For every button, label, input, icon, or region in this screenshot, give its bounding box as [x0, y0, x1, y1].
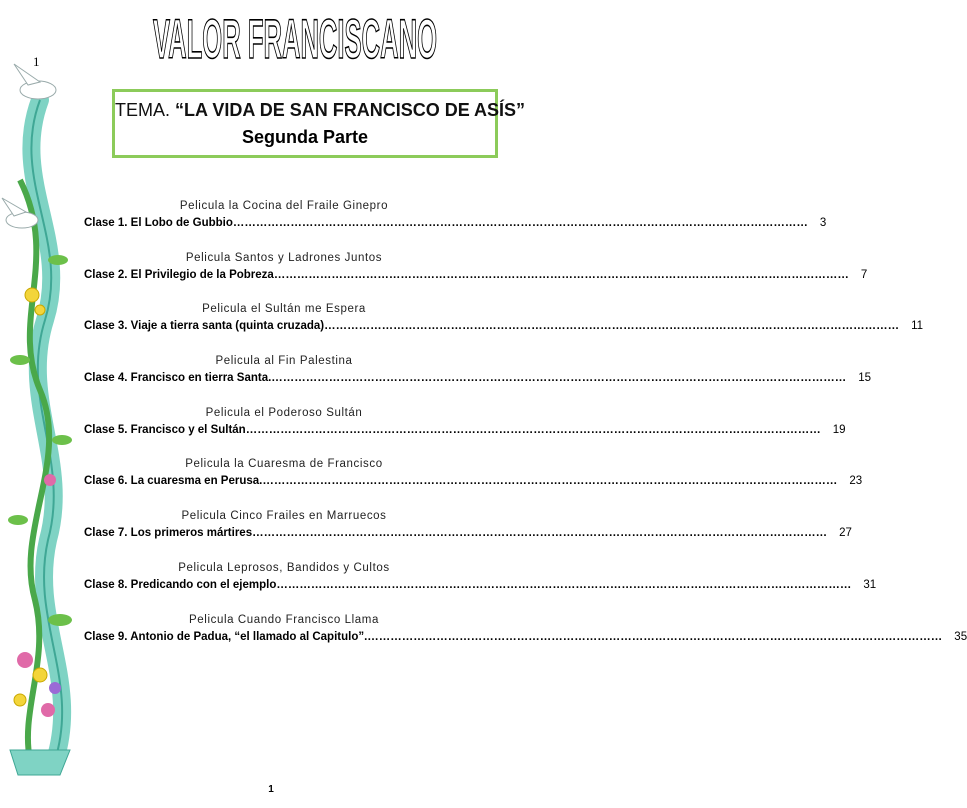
class-title: Clase 3. Viaje a tierra santa (quinta cruzada) — [84, 320, 325, 333]
toc-entry — [84, 560, 877, 612]
tema-prefix: TEMA. — [115, 100, 171, 120]
page-number: 3 — [819, 217, 827, 229]
flower-icon — [25, 288, 39, 302]
toc-entry — [84, 612, 967, 664]
leaf-icon — [52, 435, 72, 445]
movie-title: Pelicula la Cocina del Fraile Ginepro — [179, 200, 389, 212]
title-text: VALOR FRANCISCANO — [153, 7, 437, 70]
title-art — [150, 7, 440, 70]
class-title: Clase 2. El Privilegio de la Pobreza — [84, 268, 274, 281]
class-title: Clase 9. Antonio de Padua, “el llamado al Capitulo”. — [84, 630, 368, 643]
class-title: Clase 8. Predicando con el ejemplo — [84, 578, 277, 591]
toc-entry — [84, 198, 827, 250]
dove-icon — [6, 212, 38, 228]
movie-title: Pelicula Leprosos, Bandidos y Cultos — [178, 561, 390, 574]
dot-leader — [276, 577, 851, 594]
leaf-icon — [48, 255, 68, 265]
class-line — [84, 215, 827, 232]
tema-subject: “LA VIDA DE SAN FRANCISCO DE ASÍS” — [175, 100, 526, 120]
flower-icon — [33, 668, 47, 682]
tema-heading — [115, 99, 526, 121]
dove-wing-icon — [2, 198, 26, 216]
flower-icon — [41, 703, 55, 717]
ribbon-end-shape — [10, 750, 70, 775]
dot-leader — [233, 215, 808, 232]
class-line — [84, 473, 863, 490]
class-line — [84, 267, 868, 284]
class-line — [84, 422, 846, 439]
leaf-icon — [8, 515, 28, 525]
class-line — [84, 318, 924, 335]
flower-icon — [35, 305, 45, 315]
movie-title: Pelicula el Sultán me Espera — [202, 303, 366, 316]
tema-subtitle: Segunda Parte — [241, 127, 369, 147]
class-title: Clase 4. Francisco en tierra Santa. — [84, 372, 272, 385]
movie-title: Pelicula el Poderoso Sultán — [205, 406, 363, 419]
class-title: Clase 7. Los primeros mártires — [84, 527, 253, 540]
movie-title: Pelicula la Cuaresma de Francisco — [185, 458, 383, 471]
movie-title: Pelicula Cuando Francisco Llama — [189, 613, 379, 626]
flower-icon — [17, 652, 33, 668]
class-line — [84, 577, 877, 594]
movie-title: Pelicula Cinco Frailes en Marruecos — [181, 510, 387, 523]
dot-leader — [271, 370, 846, 387]
leaf-icon — [10, 355, 30, 365]
dot-leader — [367, 629, 942, 646]
dot-leader — [262, 473, 837, 490]
toc-entry — [84, 405, 846, 457]
dove-icon — [20, 81, 56, 99]
corner-number: 1 — [33, 54, 40, 69]
decorative-vine-illustration — [0, 60, 90, 780]
class-line — [84, 629, 967, 646]
toc-entry — [84, 353, 872, 405]
table-of-contents — [84, 198, 967, 663]
page-number: 31 — [863, 578, 877, 591]
dot-leader — [252, 525, 827, 542]
dot-leader — [324, 318, 899, 335]
footer-page-number: 1 — [268, 784, 274, 795]
tema-box — [112, 89, 526, 158]
page-number: 23 — [849, 475, 863, 488]
toc-entry — [84, 250, 868, 302]
page-number: 11 — [911, 320, 924, 333]
dove-wing-icon — [14, 64, 40, 85]
toc-entry — [84, 456, 863, 508]
dot-leader — [274, 267, 849, 284]
page-number: 15 — [858, 372, 872, 385]
class-line — [84, 525, 852, 542]
page-number: 7 — [860, 268, 868, 281]
class-title: Clase 5. Francisco y el Sultán — [84, 423, 246, 436]
flower-icon — [44, 474, 56, 486]
flower-icon — [49, 682, 61, 694]
page-number: 19 — [832, 423, 846, 436]
page-title — [150, 7, 440, 70]
class-line — [84, 370, 872, 387]
toc-entry — [84, 508, 852, 560]
movie-title: Pelicula al Fin Palestina — [215, 355, 353, 368]
page-number: 35 — [954, 630, 967, 643]
toc-entry — [84, 301, 924, 353]
class-title: Clase 1. El Lobo de Gubbio — [84, 217, 233, 229]
movie-title: Pelicula Santos y Ladrones Juntos — [185, 251, 383, 264]
flower-icon — [14, 694, 26, 706]
leaf-icon — [48, 614, 72, 626]
dot-leader — [246, 422, 821, 439]
page-number: 27 — [839, 527, 852, 540]
class-title: Clase 6. La cuaresma en Perusa. — [84, 475, 263, 488]
